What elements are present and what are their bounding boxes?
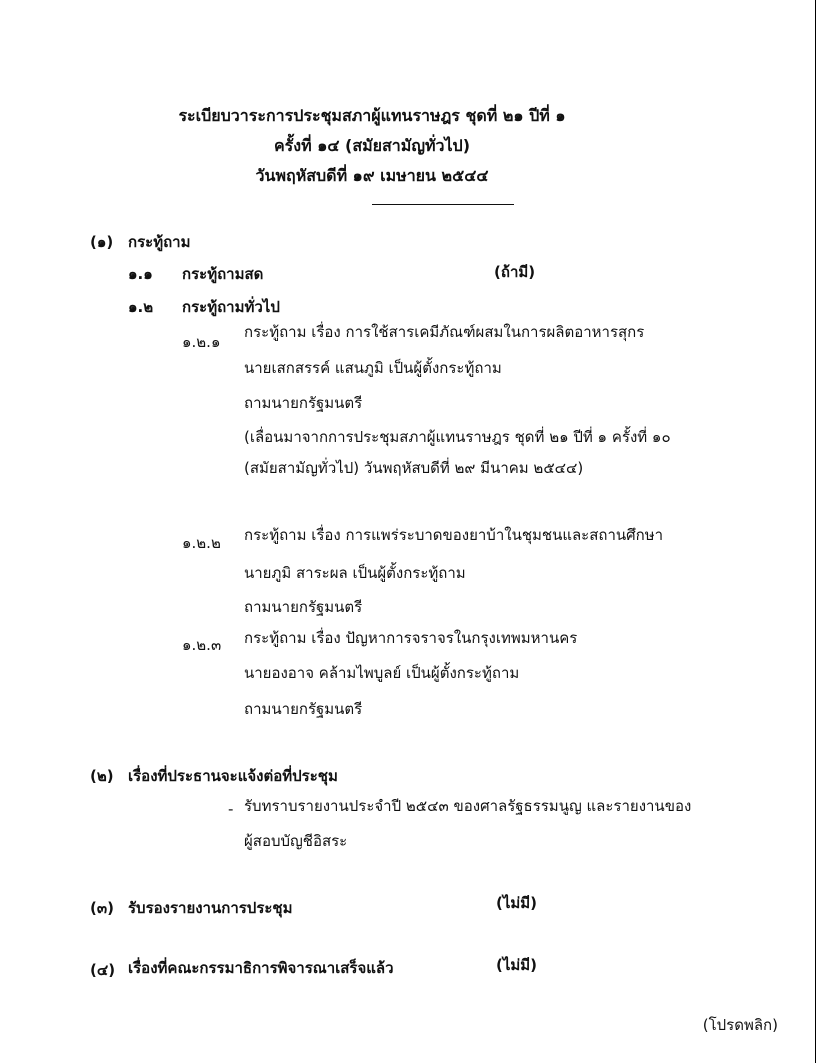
section-3-number: (๓) — [90, 899, 114, 917]
item-1-2-number: ๑.๒ — [128, 298, 154, 316]
section-2-title: เรื่องที่ประธานจะแจ้งต่อที่ประชุม — [128, 767, 338, 785]
section-4-title: เรื่องที่คณะกรรมาธิการพิจารณาเสร็จแล้ว — [128, 959, 394, 977]
agenda-title: ระเบียบวาระการประชุมสภาผู้แทนราษฎร ชุดที่ ๒๑ ปีที่ ๑ — [178, 106, 566, 125]
section-2-number: (๒) — [90, 767, 114, 785]
turn-page-note: (โปรดพลิก) — [702, 1016, 778, 1034]
date-line: วันพฤหัสบดีที่ ๑๙ เมษายน ๒๕๔๔ — [255, 166, 489, 185]
question-1-2-2-asker: นายภูมิ สาระผล เป็นผู้ตั้งกระทู้ถาม — [244, 564, 466, 582]
question-1-2-1-addressee: ถามนายกรัฐมนตรี — [244, 394, 363, 412]
question-1-2-3-subject: กระทู้ถาม เรื่อง ปัญหาการจราจรในกรุงเทพมหานคร — [244, 629, 578, 647]
section-2-item-line-2: ผู้สอบบัญชีอิสระ — [244, 832, 348, 850]
item-1-1-title: กระทู้ถามสด — [182, 265, 264, 283]
item-1-1-number: ๑.๑ — [128, 265, 153, 283]
question-1-2-2-addressee: ถามนายกรัฐมนตรี — [244, 598, 363, 616]
question-1-2-3-asker: นายองอาจ คล้ามไพบูลย์ เป็นผู้ตั้งกระทู้ถาม — [244, 664, 520, 682]
question-1-2-1-number: ๑.๒.๑ — [182, 333, 221, 351]
section-4-number: (๔) — [90, 961, 116, 979]
question-1-2-1-postponed-date: (สมัยสามัญทั่วไป) วันพฤหัสบดีที่ ๒๙ มีนาคม ๒๕๔๔) — [244, 459, 584, 477]
section-2-bullet: - — [228, 800, 234, 818]
section-3-title: รับรองรายงานการประชุม — [128, 899, 293, 917]
item-1-1-note: (ถ้ามี) — [494, 263, 536, 281]
section-4-note: (ไม่มี) — [496, 956, 538, 974]
header-divider — [372, 204, 514, 205]
question-1-2-3-number: ๑.๒.๓ — [182, 636, 222, 654]
section-1-number: (๑) — [90, 233, 114, 251]
question-1-2-2-number: ๑.๒.๒ — [182, 534, 221, 552]
question-1-2-1-subject: กระทู้ถาม เรื่อง การใช้สารเคมีภัณฑ์ผสมในการผลิตอาหารสุกร — [244, 323, 645, 341]
question-1-2-1-asker: นายเสกสรรค์ แสนภูมิ เป็นผู้ตั้งกระทู้ถาม — [244, 359, 502, 377]
section-1-title: กระทู้ถาม — [128, 233, 191, 251]
section-2-item-line-1: รับทราบรายงานประจำปี ๒๕๔๓ ของศาลรัฐธรรมนูญ และรายงานของ — [244, 797, 692, 815]
session-line: ครั้งที่ ๑๔ (สมัยสามัญทั่วไป) — [273, 136, 471, 155]
item-1-2-title: กระทู้ถามทั่วไป — [182, 298, 280, 316]
section-3-note: (ไม่มี) — [496, 894, 538, 912]
question-1-2-2-subject: กระทู้ถาม เรื่อง การแพร่ระบาดของยาบ้าในชุมชนและสถานศึกษา — [244, 526, 664, 544]
question-1-2-3-addressee: ถามนายกรัฐมนตรี — [244, 700, 363, 718]
question-1-2-1-postponed-note: (เลื่อนมาจากการประชุมสภาผู้แทนราษฎร ชุดที่ ๒๑ ปีที่ ๑ ครั้งที่ ๑๐ — [244, 428, 671, 446]
